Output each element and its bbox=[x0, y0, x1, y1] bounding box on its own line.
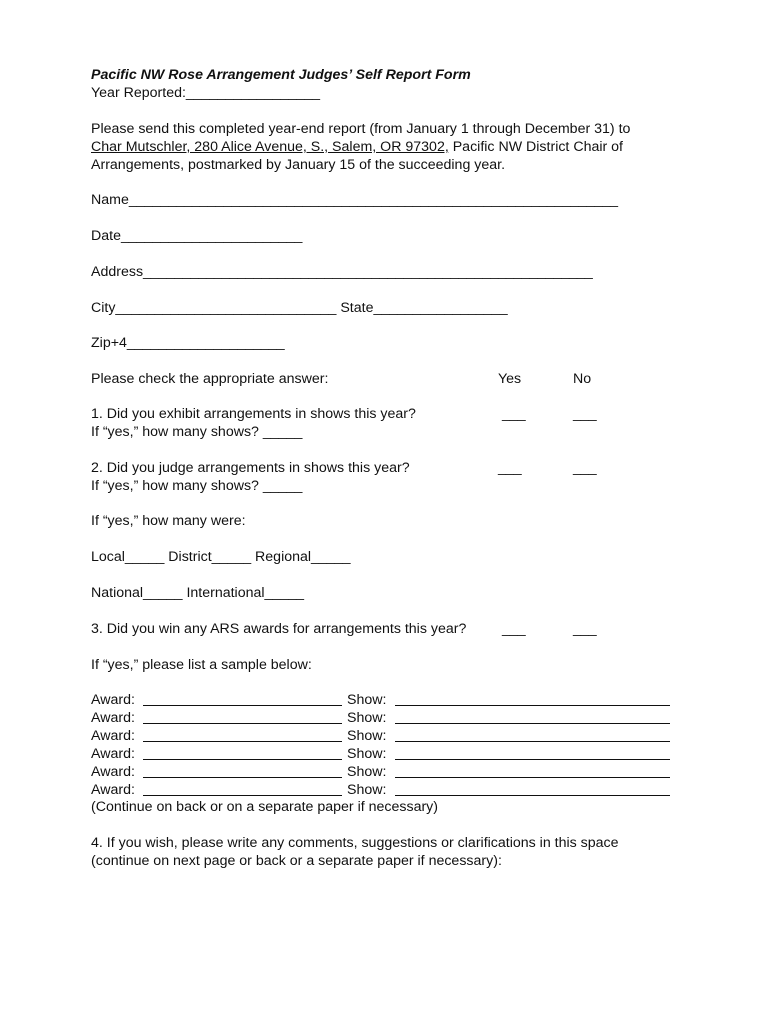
show-input-line[interactable] bbox=[395, 759, 670, 760]
question-3: 3. Did you win any ARS awards for arrangements this year? bbox=[91, 621, 467, 637]
comments-prompt-line-2: (continue on next page or back or a separate paper if necessary): bbox=[91, 853, 502, 869]
city-state-row bbox=[91, 299, 508, 317]
q1-followup[interactable]: If “yes,” how many shows? _____ bbox=[91, 424, 303, 440]
award-label: Award: bbox=[91, 710, 135, 726]
levels-line-2[interactable]: National_____ International_____ bbox=[91, 585, 304, 601]
continue-note: (Continue on back or on a separate paper if necessary) bbox=[91, 799, 439, 815]
award-row bbox=[91, 745, 671, 763]
show-label: Show: bbox=[347, 782, 387, 798]
show-input-line[interactable] bbox=[395, 741, 670, 742]
q1-yes-blank[interactable]: ___ bbox=[502, 406, 526, 422]
show-input-line[interactable] bbox=[395, 723, 670, 724]
show-input-line[interactable] bbox=[395, 795, 670, 796]
award-row bbox=[91, 763, 671, 781]
name-field[interactable]: Name______________________________________________________________ bbox=[91, 192, 619, 208]
show-input-line[interactable] bbox=[395, 705, 670, 706]
question-1: 1. Did you exhibit arrangements in shows this year? bbox=[91, 406, 416, 422]
award-label: Award: bbox=[91, 746, 135, 762]
award-input-line[interactable] bbox=[143, 759, 342, 760]
zip-field[interactable]: Zip+4____________________ bbox=[91, 335, 285, 351]
show-label: Show: bbox=[347, 710, 387, 726]
yes-column-label: Yes bbox=[498, 371, 522, 387]
instructions-line-1: Please send this completed year-end report (from January 1 through December 31) to bbox=[91, 121, 631, 137]
city-field[interactable]: City____________________________ bbox=[91, 300, 337, 316]
award-input-line[interactable] bbox=[143, 777, 342, 778]
show-input-line[interactable] bbox=[395, 777, 670, 778]
how-many-were: If “yes,” how many were: bbox=[91, 513, 246, 529]
show-label: Show: bbox=[347, 764, 387, 780]
check-prompt: Please check the appropriate answer: bbox=[91, 371, 329, 387]
year-reported-field[interactable]: Year Reported:_________________ bbox=[91, 85, 321, 101]
q2-yes-blank[interactable]: ___ bbox=[498, 460, 522, 476]
chair-address: Char Mutschler, 280 Alice Avenue, S., Salem, OR 97302, bbox=[91, 139, 449, 155]
award-row bbox=[91, 691, 671, 709]
instructions-line-2 bbox=[91, 138, 623, 156]
comments-prompt-line-1: 4. If you wish, please write any comments, suggestions or clarifications in this space bbox=[91, 835, 619, 851]
award-input-line[interactable] bbox=[143, 705, 342, 706]
state-field[interactable]: State_________________ bbox=[340, 300, 508, 316]
award-label: Award: bbox=[91, 728, 135, 744]
award-row bbox=[91, 781, 671, 799]
award-row bbox=[91, 709, 671, 727]
award-input-line[interactable] bbox=[143, 795, 342, 796]
show-label: Show: bbox=[347, 728, 387, 744]
show-label: Show: bbox=[347, 692, 387, 708]
levels-line-1[interactable]: Local_____ District_____ Regional_____ bbox=[91, 549, 351, 565]
award-label: Award: bbox=[91, 764, 135, 780]
q3-yes-blank[interactable]: ___ bbox=[502, 621, 526, 637]
instructions-line-2-rest: Pacific NW District Chair of bbox=[448, 139, 623, 155]
q2-no-blank[interactable]: ___ bbox=[573, 460, 597, 476]
instructions-line-3: Arrangements, postmarked by January 15 of the succeeding year. bbox=[91, 157, 506, 173]
q2-followup[interactable]: If “yes,” how many shows? _____ bbox=[91, 478, 303, 494]
award-label: Award: bbox=[91, 782, 135, 798]
form-title: Pacific NW Rose Arrangement Judges’ Self Report Form bbox=[91, 67, 471, 83]
no-column-label: No bbox=[573, 371, 592, 387]
award-label: Award: bbox=[91, 692, 135, 708]
date-field[interactable]: Date_______________________ bbox=[91, 228, 303, 244]
sample-prompt: If “yes,” please list a sample below: bbox=[91, 657, 312, 673]
q3-no-blank[interactable]: ___ bbox=[573, 621, 597, 637]
address-field[interactable]: Address_________________________________________________________ bbox=[91, 264, 593, 280]
show-label: Show: bbox=[347, 746, 387, 762]
award-input-line[interactable] bbox=[143, 741, 342, 742]
question-2: 2. Did you judge arrangements in shows this year? bbox=[91, 460, 410, 476]
award-row bbox=[91, 727, 671, 745]
q1-no-blank[interactable]: ___ bbox=[573, 406, 597, 422]
award-input-line[interactable] bbox=[143, 723, 342, 724]
